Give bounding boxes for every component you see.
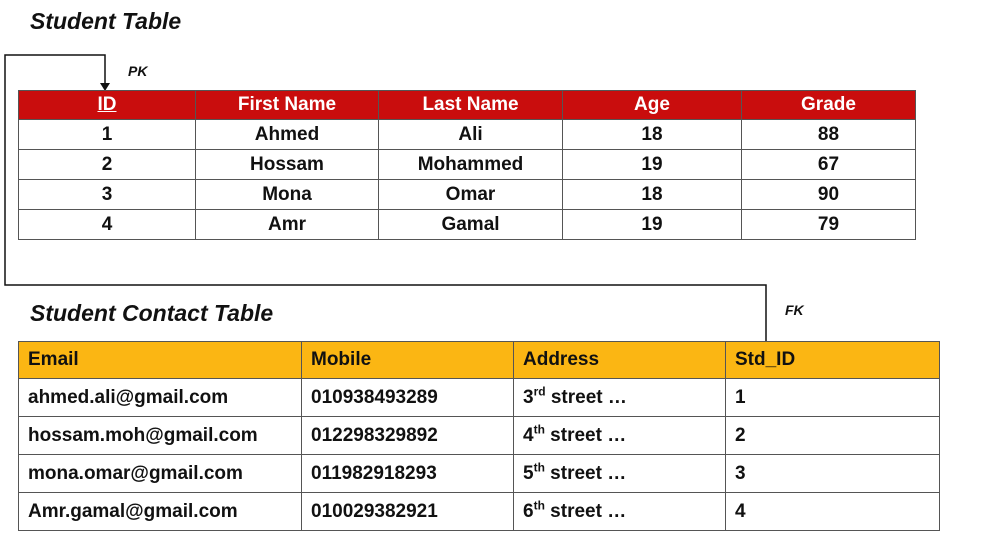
address-text: street … — [544, 424, 627, 446]
contact-table-title: Student Contact Table — [30, 300, 274, 326]
cell-mobile: 010029382921 — [302, 493, 514, 531]
column-header-age: Age — [563, 91, 742, 120]
column-header-email: Email — [19, 342, 302, 379]
cell-mobile: 011982918293 — [302, 455, 514, 493]
pk-label: PK — [128, 63, 148, 79]
table-row — [19, 455, 940, 493]
cell-last-name: Omar — [379, 180, 563, 210]
table-row — [19, 120, 916, 150]
address-ordinal-suffix: th — [533, 498, 545, 513]
cell-age: 19 — [563, 210, 742, 240]
cell-address — [514, 493, 726, 531]
cell-first-name: Hossam — [196, 150, 379, 180]
student-table-title: Student Table — [30, 8, 182, 34]
address-number: 6 — [523, 500, 534, 522]
address-number: 5 — [523, 462, 534, 484]
cell-id: 3 — [19, 180, 196, 210]
cell-first-name: Mona — [196, 180, 379, 210]
cell-id: 1 — [19, 120, 196, 150]
cell-grade: 88 — [742, 120, 916, 150]
cell-std-id: 3 — [726, 455, 940, 493]
column-header-std-id: Std_ID — [726, 342, 940, 379]
column-header-grade: Grade — [742, 91, 916, 120]
cell-std-id: 4 — [726, 493, 940, 531]
column-header-mobile: Mobile — [302, 342, 514, 379]
cell-grade: 79 — [742, 210, 916, 240]
cell-id: 4 — [19, 210, 196, 240]
student-table-header-row — [19, 91, 916, 120]
table-row — [19, 417, 940, 455]
cell-first-name: Ahmed — [196, 120, 379, 150]
cell-std-id: 1 — [726, 379, 940, 417]
table-row — [19, 150, 916, 180]
address-number: 3 — [523, 386, 534, 408]
cell-last-name: Mohammed — [379, 150, 563, 180]
cell-address — [514, 417, 726, 455]
column-header-last-name: Last Name — [379, 91, 563, 120]
cell-mobile: 012298329892 — [302, 417, 514, 455]
cell-address — [514, 455, 726, 493]
column-header-id: ID — [19, 91, 196, 120]
cell-email: ahmed.ali@gmail.com — [19, 379, 302, 417]
table-row — [19, 493, 940, 531]
cell-address — [514, 379, 726, 417]
cell-age: 18 — [563, 120, 742, 150]
table-row — [19, 210, 916, 240]
cell-last-name: Ali — [379, 120, 563, 150]
cell-last-name: Gamal — [379, 210, 563, 240]
cell-mobile: 010938493289 — [302, 379, 514, 417]
table-row — [19, 180, 916, 210]
cell-age: 18 — [563, 180, 742, 210]
cell-std-id: 2 — [726, 417, 940, 455]
column-header-first-name: First Name — [196, 91, 379, 120]
cell-age: 19 — [563, 150, 742, 180]
cell-grade: 67 — [742, 150, 916, 180]
address-text: street … — [544, 500, 627, 522]
address-ordinal-suffix: rd — [533, 384, 546, 399]
column-header-address: Address — [514, 342, 726, 379]
fk-label: FK — [785, 302, 804, 318]
table-row — [19, 379, 940, 417]
address-ordinal-suffix: th — [533, 422, 545, 437]
cell-email: mona.omar@gmail.com — [19, 455, 302, 493]
address-text: street … — [544, 462, 627, 484]
contact-table-header-row — [19, 342, 940, 379]
cell-grade: 90 — [742, 180, 916, 210]
cell-id: 2 — [19, 150, 196, 180]
address-number: 4 — [523, 424, 534, 446]
contact-table — [18, 341, 940, 531]
cell-email: hossam.moh@gmail.com — [19, 417, 302, 455]
address-ordinal-suffix: th — [533, 460, 545, 475]
cell-first-name: Amr — [196, 210, 379, 240]
address-text: street … — [545, 386, 627, 408]
cell-email: Amr.gamal@gmail.com — [19, 493, 302, 531]
student-table — [18, 90, 916, 240]
